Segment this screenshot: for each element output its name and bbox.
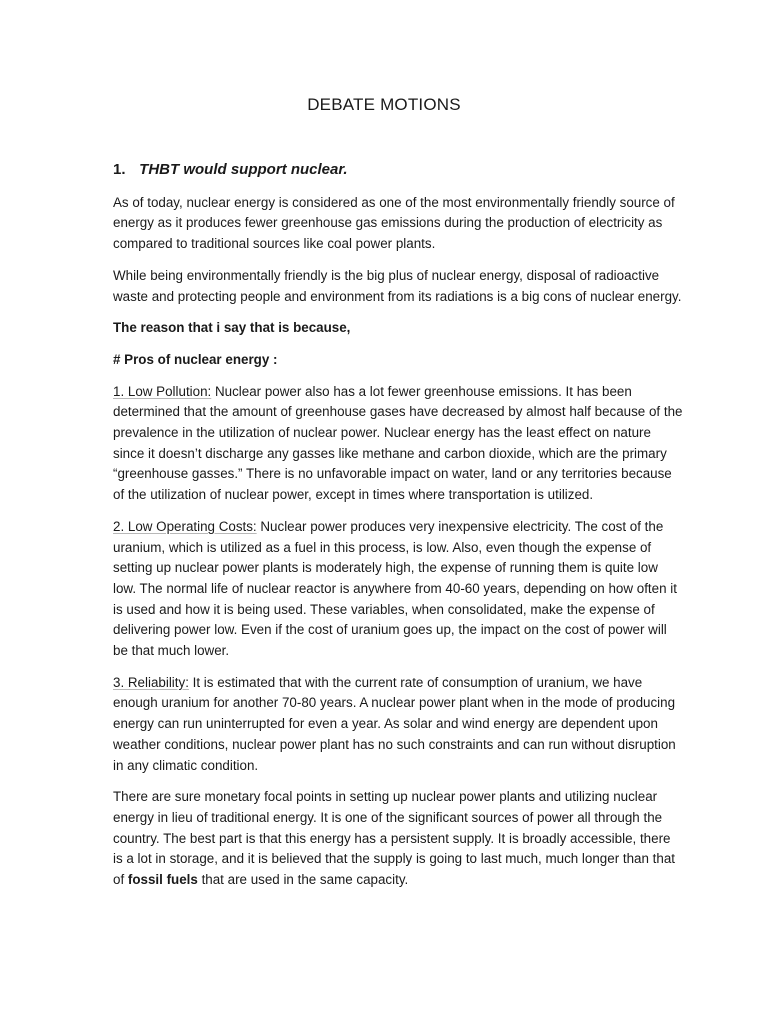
closing-text-end: that are used in the same capacity.	[197, 872, 409, 888]
intro-paragraph: As of today, nuclear energy is considered as one of the most environmentally friendly source of energy as it produces fewer greenhouse gas emissions during the production of electricity as compared to traditional sources like coal power plants.	[113, 194, 675, 252]
pro-text: Nuclear power produces very inexpensive electricity. The cost of the uranium, which is utilized as a fuel in this process, is low. Also, even though the expense of setting up nuclear power plants is moderately high, the expense of running them is quite low low. The normal life of nuclear reactor is anywhere from 40-60 years, depending on how often it is used and how it is being used. These variables, when consolidated, make the expense of delivering power low. Even if the cost of uranium goes up, the impact on the cost of power will be that much lower.	[113, 518, 677, 659]
pro-label: 1. Low Pollution:	[113, 383, 212, 399]
motion-text: THBT would support nuclear.	[139, 161, 348, 178]
motion-heading	[113, 160, 683, 181]
motion-number: 1.	[113, 161, 126, 178]
pros-heading: # Pros of nuclear energy :	[113, 351, 278, 367]
closing-text: There are sure monetary focal points in setting up nuclear power plants and utilizing nuclear energy in lieu of traditional energy. It is one of the significant sources of power all through the country. The best part is that this energy has a persistent supply. It is broadly accessible, there is a lot in storage, and it is believed that the supply is going to last much, much longer than that of	[113, 789, 675, 888]
intro-paragraph: While being environmentally friendly is the big plus of nuclear energy, disposal of radioactive waste and protecting people and environment from its radiations is a big cons of nuclear energy.	[113, 267, 682, 304]
document-body	[113, 160, 683, 902]
pro-paragraph-reliability	[113, 673, 683, 777]
closing-paragraph	[113, 787, 683, 891]
pro-text: It is estimated that with the current rate of consumption of uranium, we have enough uranium for another 70-80 years. A nuclear power plant when in the mode of producing energy can run uninterrupted for even a year. As solar and wind energy are dependent upon weather conditions, nuclear power plant has no such constraints and can run without disruption in any climatic condition.	[113, 674, 676, 773]
fossil-fuels-term: fossil fuels	[127, 872, 198, 888]
pro-label: 2. Low Operating Costs:	[113, 518, 257, 534]
pro-paragraph-low-pollution	[113, 382, 683, 506]
pro-paragraph-low-operating-costs	[113, 517, 683, 662]
pro-text: Nuclear power also has a lot fewer greenhouse emissions. It has been determined that the amount of greenhouse gases have decreased by almost half because of the prevalence in the utilization of nuclear power. Nuclear energy has the least effect on nature since it doesn’t discharge any gasses like methane and carbon dioxide, which are the primary “greenhouse gasses.” There is no unfavorable impact on water, land or any territories because of the utilization of nuclear power, except in times where transportation is utilized.	[113, 383, 683, 503]
reason-line: The reason that i say that is because,	[113, 320, 351, 336]
pro-label: 3. Reliability:	[113, 674, 189, 690]
document-title: DEBATE MOTIONS	[307, 95, 461, 114]
